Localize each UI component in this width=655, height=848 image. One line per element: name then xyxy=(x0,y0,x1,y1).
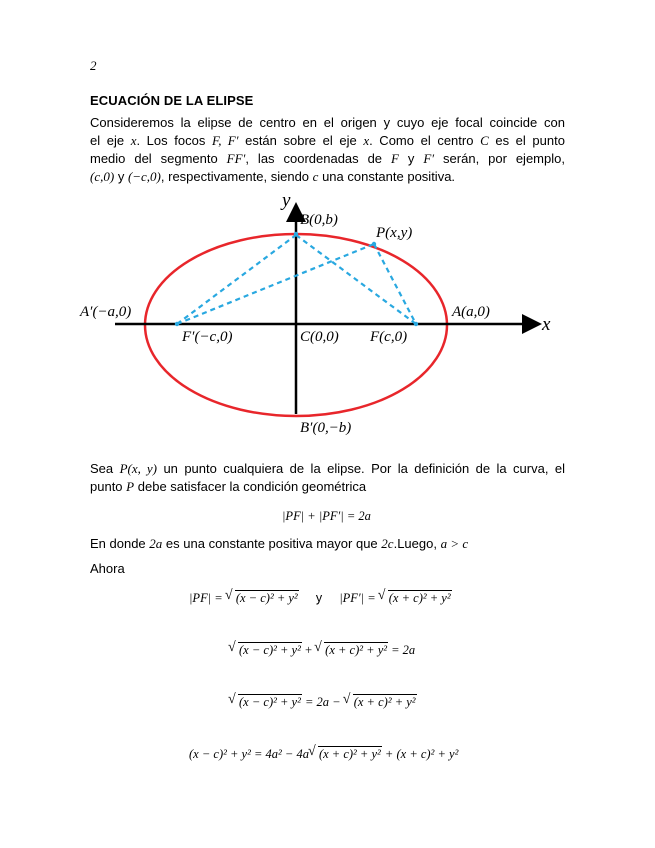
point-fprime xyxy=(175,322,179,326)
equation-squared: (x − c)² + y² = 4a² − 4a√ (x + c)² + y² + (x + c)² + y² xyxy=(189,746,458,762)
label-b-prime: B′(0,−b) xyxy=(300,420,352,436)
section-heading: ECUACIÓN DE LA ELIPSE xyxy=(90,93,254,108)
segment-fprime-p xyxy=(177,244,374,324)
label-f-prime: F′(−c,0) xyxy=(182,329,233,345)
label-f: F(c,0) xyxy=(370,329,408,345)
point-f xyxy=(414,322,418,326)
definition-paragraph xyxy=(90,460,565,496)
intro-line-3: medio del segmento FF′, las coordenadas de F y F′ serán, por ejemplo, xyxy=(90,151,565,166)
label-b: B(0,b) xyxy=(300,212,338,228)
intro-line-1: Consideremos la elipse de centro en el origen y cuyo eje focal coincide con xyxy=(90,115,565,130)
point-p xyxy=(372,242,376,246)
equation-distances: |PF| = √ (x − c)² + y² y |PF′| = √ (x + c)² + y² xyxy=(189,590,452,606)
ahora-label: Ahora xyxy=(90,561,125,576)
condition-line: En donde 2a es una constante positiva mayor que 2c.Luego, a > c xyxy=(90,536,469,551)
equation-focal-sum: |PF| + |PF′| = 2a xyxy=(282,509,371,523)
point-b xyxy=(294,232,298,236)
segment-fprime-b xyxy=(177,235,296,324)
segment-b-f xyxy=(296,235,416,324)
page-number: 2 xyxy=(90,58,97,73)
definition-line-2: punto P debe satisfacer la condición geométrica xyxy=(90,479,367,494)
x-axis-label: x xyxy=(542,314,551,335)
equation-sum-roots: √ (x − c)² + y² + √ (x + c)² + y² = 2a xyxy=(229,642,415,658)
label-a-prime: A′(−a,0) xyxy=(80,304,132,320)
definition-line-1: Sea P(x, y) un punto cualquiera de la elipse. Por la definición de la curva, el xyxy=(90,461,565,476)
label-p: P(x,y) xyxy=(376,225,413,241)
intro-line-2: el eje x. Los focos F, F′ están sobre el eje x. Como el centro C es el punto xyxy=(90,133,565,148)
label-a: A(a,0) xyxy=(452,304,490,320)
label-c: C(0,0) xyxy=(300,329,339,345)
equation-isolated-root: √ (x − c)² + y² = 2a − √ (x + c)² + y² xyxy=(229,694,417,710)
intro-line-4: (c,0) y (−c,0), respectivamente, siendo c una constante positiva. xyxy=(90,169,456,184)
y-axis-label: y xyxy=(282,190,291,211)
